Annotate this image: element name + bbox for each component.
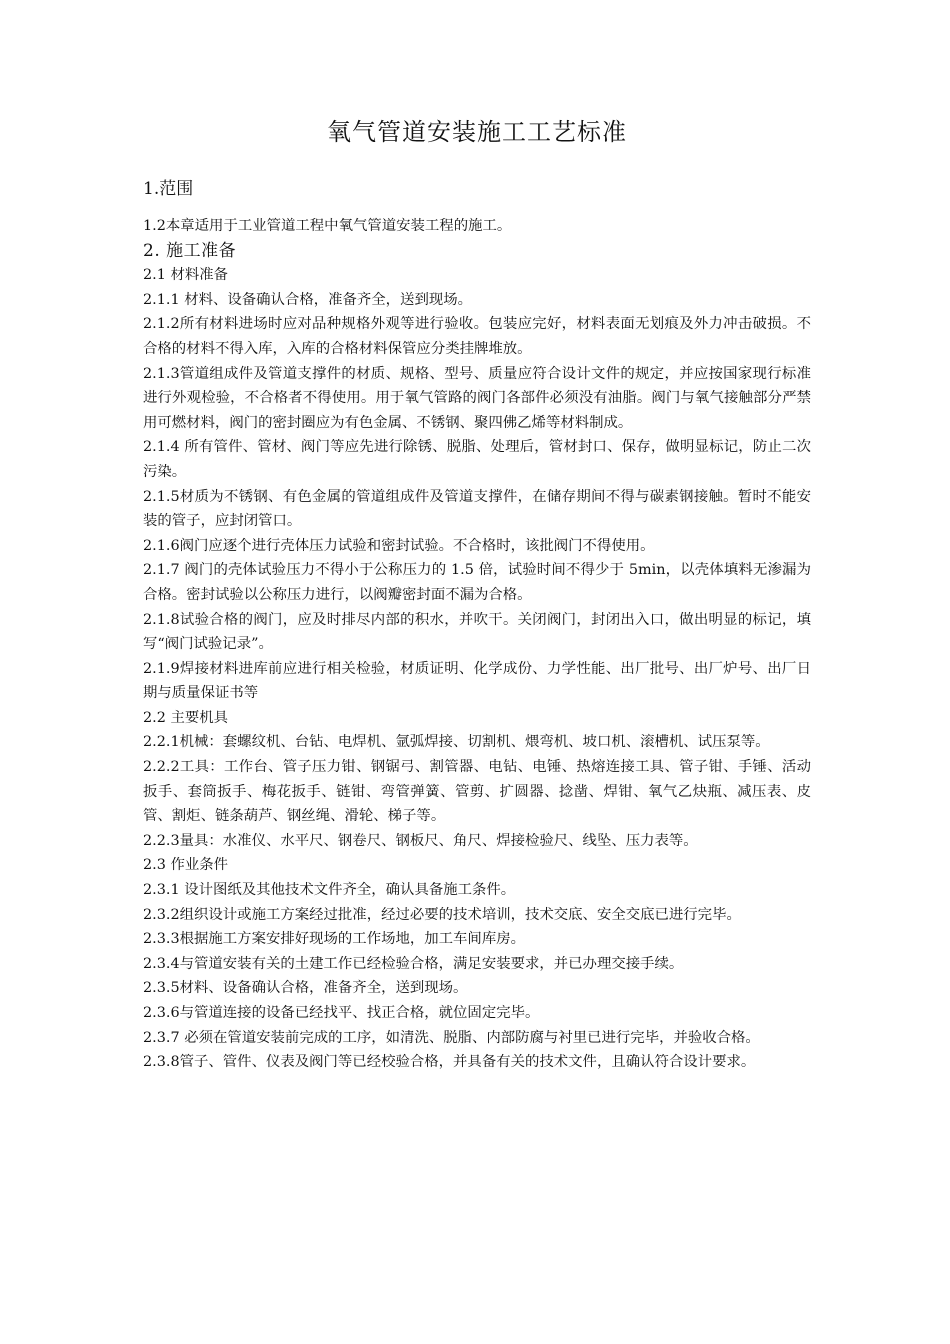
paragraph: 2.1.5材质为不锈钢、有色金属的管道组成件及管道支撑件，在储存期间不得与碳素钢接触。暂时不能安装的管子，应封闭管口。	[143, 488, 811, 530]
paragraph: 2.1.2所有材料进场时应对品种规格外观等进行验收。包装应完好，材料表面无划痕及外力冲击破损。不合格的材料不得入库，入库的合格材料保管应分类挂牌堆放。	[143, 316, 811, 357]
paragraph: 2.3.3根据施工方案安排好现场的工作场地，加工车间库房。	[143, 931, 525, 948]
paragraph: 1.2本章适用于工业管道工程中氧气管道安装工程的施工。	[143, 218, 512, 234]
paragraph: 2.1.1 材料、设备确认合格，准备齐全，送到现场。	[143, 291, 473, 308]
subsection-heading: 2.1 材料准备	[143, 267, 229, 284]
section-heading-scope: 1.范围	[143, 179, 194, 199]
paragraph: 2.3.8管子、管件、仪表及阀门等已经校验合格，并具备有关的技术文件，且确认符合设计要求。	[143, 1054, 756, 1071]
paragraph: 2.2.1机械：套螺纹机、台钻、电焊机、氩弧焊接、切割机、煨弯机、坡口机、滚槽机、试压泵等。	[143, 734, 770, 751]
section-heading: 2. 施工准备	[143, 240, 237, 261]
paragraph: 2.3.6与管道连接的设备已经找平、找正合格，就位固定完毕。	[143, 1005, 540, 1021]
paragraph: 2.3.2组织设计或施工方案经过批准，经过必要的技术培训，技术交底、安全交底已进行完毕。	[143, 906, 741, 923]
paragraph: 2.1.4 所有管件、管材、阀门等应先进行除锈、脱脂、处理后，管材封口、保存，做明显标记，防止二次污染。	[143, 439, 811, 480]
document-body	[143, 214, 811, 1075]
paragraph: 2.3.5材料、设备确认合格，准备齐全，送到现场。	[143, 980, 468, 997]
paragraph: 2.3.7 必须在管道安装前完成的工序，如清洗、脱脂、内部防腐与衬里已进行完毕，并验收合格。	[143, 1029, 760, 1046]
paragraph: 2.1.6阀门应逐个进行壳体压力试验和密封试验。不合格时，该批阀门不得使用。	[143, 537, 655, 554]
paragraph: 2.2.3量具：水准仪、水平尺、钢卷尺、钢板尺、角尺、焊接检验尺、线坠、压力表等。	[143, 832, 698, 849]
paragraph: 2.1.7 阀门的壳体试验压力不得小于公称压力的 1.5 倍，试验时间不得少于 5min，以壳体填料无渗漏为合格。密封试验以公称压力进行，以阀瓣密封面不漏为合格。	[143, 562, 811, 603]
document-title: 氧气管道安装施工工艺标准	[327, 118, 627, 146]
paragraph: 2.1.8试验合格的阀门，应及时排尽内部的积水，并吹干。关闭阀门，封闭出入口，做出明显的标记，填写“阀门试验记录”。	[143, 611, 811, 653]
subsection-heading: 2.3 作业条件	[143, 857, 229, 874]
paragraph: 2.3.4与管道安装有关的土建工作已经检验合格，满足安装要求，并已办理交接手续。	[143, 955, 684, 972]
paragraph: 2.3.1 设计图纸及其他技术文件齐全，确认具备施工条件。	[143, 882, 516, 899]
paragraph: 2.2.2工具：工作台、管子压力钳、钢锯弓、割管器、电钻、电锤、热熔连接工具、管子钳、手锤、活动扳手、套筒扳手、梅花扳手、链钳、弯管弹簧、管剪、扩圆器、捻凿、焊钳、氧气乙炔瓶、减压表、皮管、割炬、链条葫芦、钢丝绳、滑轮、梯子等。	[143, 759, 811, 825]
paragraph: 2.1.3管道组成件及管道支撑件的材质、规格、型号、质量应符合设计文件的规定，并应按国家现行标准进行外观检验，不合格者不得使用。用于氧气管路的阀门各部件必须没有油脂。阀门与氧气接触部分严禁用可燃材料，阀门的密封圈应为有色金属、不锈钢、聚四佛乙烯等材料制成。	[143, 365, 811, 431]
subsection-heading: 2.2 主要机具	[143, 709, 229, 726]
paragraph: 2.1.9焊接材料进库前应进行相关检验，材质证明、化学成份、力学性能、出厂批号、出厂炉号、出厂日期与质量保证书等	[143, 660, 811, 702]
